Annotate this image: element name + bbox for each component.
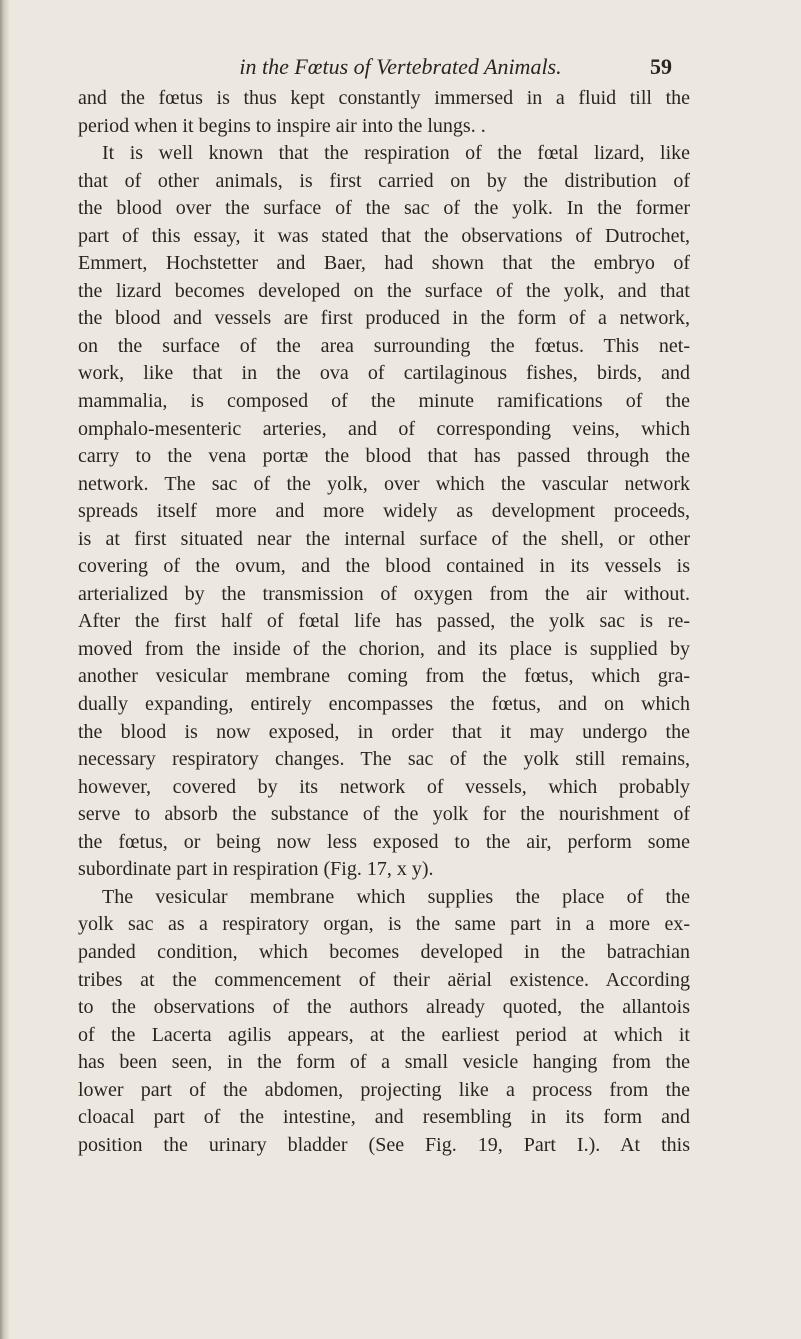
text-line: is at first situated near the internal surface of the shell, or other [78,527,690,550]
text-line: another vesicular membrane coming from the fœtus, which gra- [78,665,690,688]
text-line: carry to the vena portæ the blood that has passed through the [78,445,690,468]
text-line: Emmert, Hochstetter and Baer, had shown that the embryo of [78,252,690,275]
text-line: omphalo-mesenteric arteries, and of corresponding veins, which [78,417,690,440]
text-line: however, covered by its network of vessels, which probably [78,775,690,798]
text-line: the blood and vessels are first produced in the form of a network, [78,307,690,330]
text-line: period when it begins to inspire air into the lungs. . [78,114,486,137]
text-line: on the surface of the area surrounding the fœtus. This net- [78,334,690,357]
page-edge-shadow [0,0,10,1339]
text-line: moved from the inside of the chorion, and its place is supplied by [78,637,690,660]
text-line: cloacal part of the intestine, and resembling in its form and [78,1106,690,1129]
text-line: the blood over the surface of the sac of the yolk. In the former [78,197,690,220]
text-line: the lizard becomes developed on the surface of the yolk, and that [78,279,690,302]
page-header [0,52,801,82]
text-line: and the fœtus is thus kept constantly immersed in a fluid till the [78,87,690,109]
text-line: network. The sac of the yolk, over which the vascular network [78,472,690,495]
text-line: yolk sac as a respiratory organ, is the same part in a more ex- [78,913,690,936]
text-line: After the first half of fœtal life has passed, the yolk sac is re- [78,610,690,633]
running-title: in the Fœtus of Vertebrated Animals. [239,54,562,79]
text-line: covering of the ovum, and the blood contained in its vessels is [78,555,690,578]
text-line: tribes at the commencement of their aërial existence. According [78,968,690,991]
text-line: has been seen, in the form of a small vesicle hanging from the [78,1051,690,1074]
text-line: position the urinary bladder (See Fig. 19, Part I.). At this [78,1133,690,1156]
text-line: the fœtus, or being now less exposed to the air, perform some [78,830,690,853]
text-line: mammalia, is composed of the minute ramifications of the [78,390,690,413]
text-line: part of this essay, it was stated that the observations of Dutrochet, [78,224,690,247]
text-line: The vesicular membrane which supplies the place of the [102,885,690,908]
body-text [78,85,690,1159]
text-line: serve to absorb the substance of the yolk for the nourishment of [78,803,690,826]
text-line: spreads itself more and more widely as development proceeds, [78,500,690,523]
text-line: It is well known that the respiration of the fœtal lizard, like [102,142,690,165]
text-line: the blood is now exposed, in order that it may undergo the [78,720,690,743]
text-line: lower part of the abdomen, projecting like a process from the [78,1078,690,1101]
text-line: subordinate part in respiration (Fig. 17, x y). [78,858,434,881]
text-line: to the observations of the authors already quoted, the allantois [78,996,690,1019]
text-line: dually expanding, entirely encompasses the fœtus, and on which [78,693,690,716]
text-line: necessary respiratory changes. The sac of the yolk still remains, [78,748,690,771]
text-line: panded condition, which becomes developed in the batrachian [78,940,690,963]
text-line: work, like that in the ova of cartilaginous fishes, birds, and [78,362,690,385]
text-line: that of other animals, is first carried on by the distribution of [78,169,690,192]
text-line: of the Lacerta agilis appears, at the earliest period at which it [78,1023,690,1046]
text-line: arterialized by the transmission of oxygen from the air without. [78,582,690,605]
page-number: 59 [650,54,672,79]
